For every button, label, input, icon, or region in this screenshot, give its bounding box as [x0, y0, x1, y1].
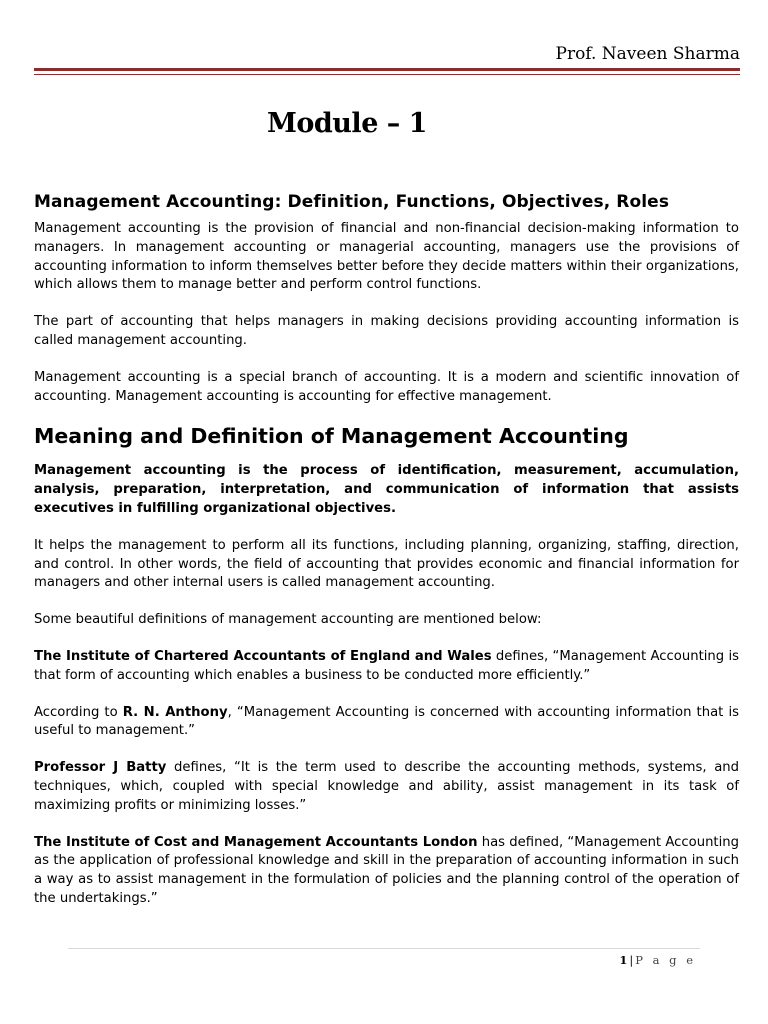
page-number: 1 — [619, 953, 628, 967]
paragraph: The part of accounting that helps managers in making decisions providing accounting information is called management accounting. — [34, 314, 739, 348]
page-footer — [619, 953, 696, 967]
page-separator: | — [629, 953, 634, 967]
definition-source: The Institute of Cost and Management Accountants London — [34, 834, 478, 850]
section-heading-definition: Management Accounting: Definition, Functions, Objectives, Roles — [34, 192, 670, 212]
definition-text: defines, “Management Accounting is that form of accounting which enables a business to be conducted more efficiently.” — [34, 648, 739, 683]
bold-definition-paragraph: Management accounting is the process of identification, measurement, accumulation, analysis, preparation, interpretation, and communication of information that assists executives in fulfilling organizational objectives. — [34, 463, 739, 516]
section-heading-meaning: Meaning and Definition of Management Accounting — [34, 424, 629, 449]
header-rule-thin — [34, 74, 740, 75]
definition-text: has defined, “Management Accounting as the application of professional knowledge and skill in the preparation of accounting information in such a way as to assist management in the formulation of policies and the planning control of the operation of the undertakings.” — [34, 834, 739, 906]
definition-text: defines, “It is the term used to describe the accounting methods, systems, and techniques, which, coupled with special knowledge and ability, assist management in its task of maximizing profits or minimizing losses.” — [34, 760, 739, 813]
header-author: Prof. Naveen Sharma — [555, 44, 740, 64]
module-title: Module – 1 — [267, 108, 427, 139]
paragraph: Management accounting is the provision of financial and non-financial decision-making information to managers. In management accounting or managerial accounting, managers use the provisions of accounting information to inform themselves better before they decide matters within their organizations, which allows them to manage better and perform control functions. — [34, 221, 739, 293]
paragraph: It helps the management to perform all its functions, including planning, organizing, staffing, direction, and control. In other words, the field of accounting that provides economic and financial information for managers and other internal users is called management accounting. — [34, 537, 739, 591]
definition-source: The Institute of Chartered Accountants of England and Wales — [34, 648, 492, 664]
definition-prefix: According to — [34, 704, 123, 720]
page-label: P a g e — [635, 953, 696, 967]
definition-source: R. N. Anthony — [122, 704, 228, 720]
paragraph: Some beautiful definitions of management accounting are mentioned below: — [34, 612, 542, 628]
definition-icaew — [34, 648, 739, 686]
definition-text: , “Management Accounting is concerned with accounting information that is useful to management.” — [34, 704, 739, 739]
document-body — [34, 192, 739, 927]
definition-batty — [34, 759, 739, 815]
header-rule-thick — [34, 68, 740, 71]
definition-icma — [34, 834, 739, 909]
footer-rule — [68, 948, 700, 949]
definition-source: Professor J Batty — [34, 760, 167, 776]
paragraph: Management accounting is a special branch of accounting. It is a modern and scientific innovation of accounting. Management accounting is accounting for effective management. — [34, 369, 739, 404]
definition-anthony — [34, 704, 739, 742]
